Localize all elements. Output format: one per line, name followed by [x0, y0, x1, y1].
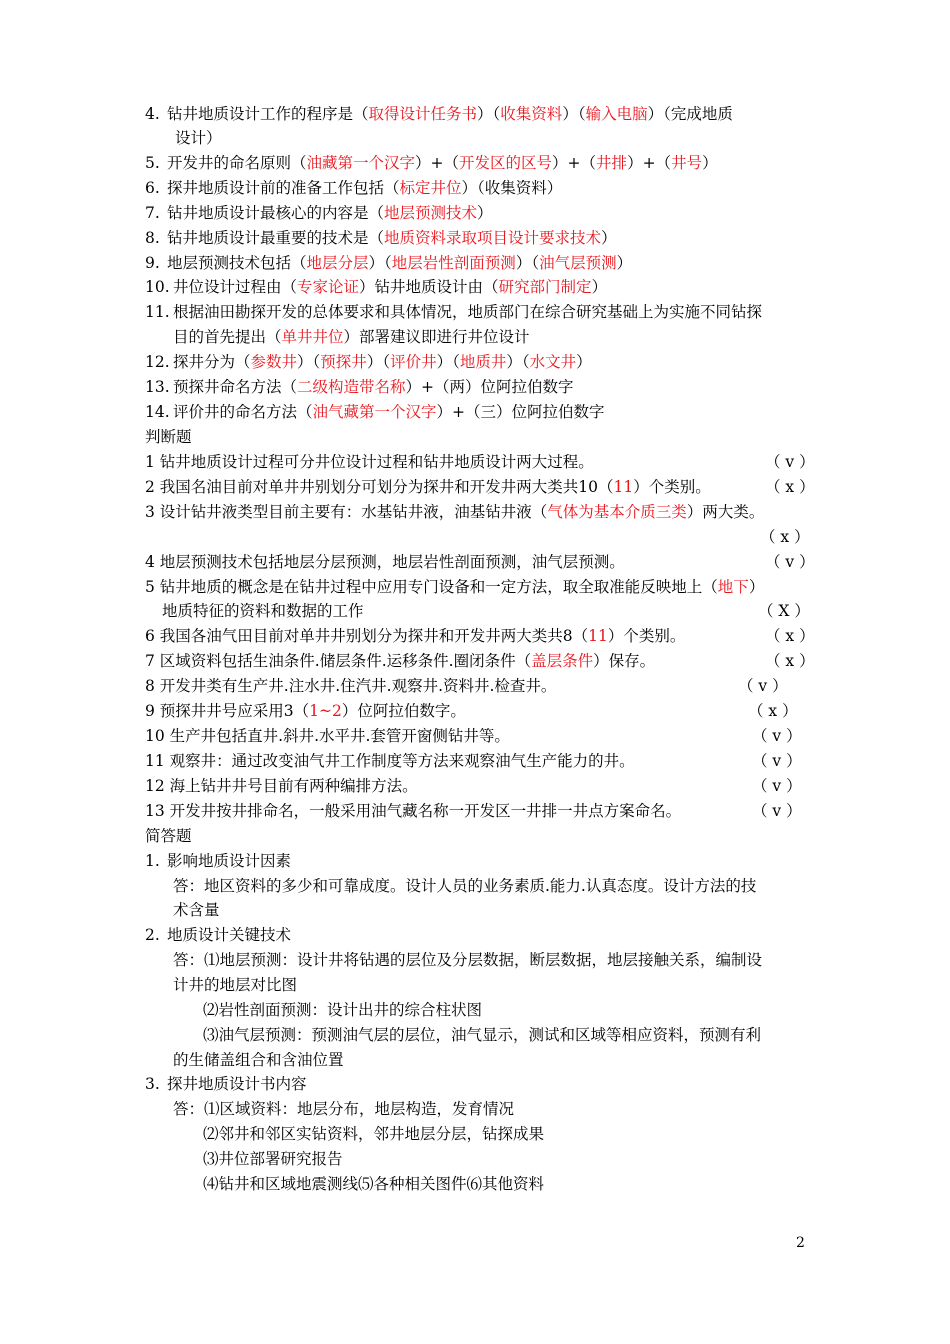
question-11-cont: 目的首先提出（单井井位）部署建议即进行井位设计 — [173, 328, 530, 346]
short-question-2: 2. 地质设计关键技术 — [145, 926, 292, 944]
judge-mark-4: （ v ） — [765, 553, 815, 571]
judge-mark-10: （ v ） — [752, 727, 802, 745]
question-6: 6. 探井地质设计前的准备工作包括（标定井位）（收集资料） — [145, 179, 563, 197]
answer: 11 — [588, 627, 608, 645]
question-4: 4. 钻井地质设计工作的程序是（取得设计任务书）（收集资料）（输入电脑）（完成地质 — [145, 105, 733, 123]
answer: 油气藏第一个汉字 — [312, 403, 437, 421]
short-answer-2-cont: 的生储盖组合和含油位置 — [173, 1051, 344, 1069]
answer: 收集资料 — [500, 105, 563, 123]
question-7: 7. 钻井地质设计最核心的内容是（地层预测技术） — [145, 204, 493, 222]
answer: 地质井 — [459, 353, 507, 371]
judge-item-5: 5 钻井地质的概念是在钻井过程中应用专门设备和一定方法，取全取准能反映地上（地下） — [145, 578, 765, 596]
question-14: 14. 评价井的命名方法（油气藏第一个汉字）+（三）位阿拉伯数字 — [145, 403, 605, 421]
judge-mark-9: （ x ） — [748, 702, 798, 720]
judge-mark-3: （ x ） — [760, 528, 810, 546]
page-number: 2 — [796, 1235, 805, 1251]
judge-item-5-cont: 地质特征的资料和数据的工作 — [162, 602, 364, 620]
judge-item-2: 2 我国名油目前对单井井别划分可划分为探井和开发井两大类共10（11）个类别。 — [145, 478, 711, 496]
question-8: 8. 钻井地质设计最重要的技术是（地质资料录取项目设计要求技术） — [145, 229, 617, 247]
answer: 井号 — [671, 154, 703, 172]
judge-mark-1: （ v ） — [765, 453, 815, 471]
judge-mark-11: （ v ） — [752, 752, 802, 770]
judge-item-3: 3 设计钻井液类型目前主要有：水基钻井液，油基钻井液（气体为基本介质三类）两大类。 — [145, 503, 765, 521]
judge-item-4: 4 地层预测技术包括地层分层预测，地层岩性剖面预测，油气层预测。 — [145, 553, 625, 571]
answer: 地下 — [717, 578, 749, 596]
answer: 预探井 — [320, 353, 367, 371]
short-question-1: 1. 影响地质设计因素 — [145, 852, 292, 870]
judge-mark-2: （ x ） — [765, 478, 815, 496]
answer: 专家论证 — [297, 278, 360, 296]
answer: 单井井位 — [281, 328, 344, 346]
short-answer-3-item: ⑵邻井和邻区实钻资料，邻井地层分层，钻探成果 — [203, 1125, 545, 1143]
answer: 取得设计任务书 — [368, 105, 478, 123]
answer: 地层岩性剖面预测 — [391, 254, 516, 272]
short-answer-2-item: ⑶油气层预测：预测油气层的层位，油气显示，测试和区域等相应资料，预测有利 — [203, 1026, 762, 1044]
answer: 11 — [613, 478, 634, 496]
question-10: 10. 井位设计过程由（专家论证）钻井地质设计由（研究部门制定） — [145, 278, 608, 296]
judge-item-1: 1 钻井地质设计过程可分井位设计过程和钻井地质设计两大过程。 — [145, 453, 594, 471]
answer: 参数井 — [250, 353, 298, 371]
short-answer-3-item: ⑶井位部署研究报告 — [203, 1150, 343, 1168]
short-answer-2-item: ⑵岩性剖面预测：设计出井的综合柱状图 — [203, 1001, 483, 1019]
answer: 水文井 — [529, 353, 577, 371]
short-answer-1: 答：地区资料的多少和可靠成度。设计人员的业务素质.能力.认真态度。设计方法的技 — [173, 877, 757, 895]
answer: 开发区的区号 — [459, 154, 553, 172]
judge-mark-6: （ x ） — [765, 627, 815, 645]
answer: 地层分层 — [306, 254, 369, 272]
judge-item-9: 9 预探井井号应采用3（1~2）位阿拉伯数字。 — [145, 702, 466, 720]
judge-item-11: 11 观察井：通过改变油气井工作制度等方法来观察油气生产能力的井。 — [145, 752, 635, 770]
section-title-short: 简答题 — [145, 827, 192, 845]
judge-item-10: 10 生产井包括直井.斜井.水平井.套管开窗侧钻井等。 — [145, 727, 510, 745]
judge-item-13: 13 开发井按井排命名，一般采用油气藏名称一开发区一井排一井点方案命名。 — [145, 802, 682, 820]
answer: 二级构造带名称 — [297, 378, 406, 396]
judge-item-8: 8 开发井类有生产井.注水井.住汽井.观察井.资料井.检查井。 — [145, 677, 557, 695]
judge-item-6: 6 我国各油气田目前对单井井别划分为探井和开发井两大类共8（11）个类别。 — [145, 627, 686, 645]
question-11: 11. 根据油田勘探开发的总体要求和具体情况，地质部门在综合研究基础上为实施不同钻探 — [145, 303, 763, 321]
answer: 地质资料录取项目设计要求技术 — [384, 229, 602, 247]
answer: 井排 — [596, 154, 628, 172]
question-13: 13. 预探井命名方法（二级构造带名称）+（两）位阿拉伯数字 — [145, 378, 574, 396]
short-answer-3-item: ⑷钻井和区域地震测线⑸各种相关图件⑹其他资料 — [203, 1175, 545, 1193]
short-answer-2: 答：⑴地层预测：设计井将钻遇的层位及分层数据，断层数据，地层接触关系，编制设 — [173, 951, 763, 969]
answer: 油气层预测 — [539, 254, 617, 272]
answer: 1~2 — [309, 702, 342, 720]
answer: 评价井 — [390, 353, 437, 371]
section-title-judge: 判断题 — [145, 428, 192, 446]
short-answer-3: 答：⑴区域资料：地层分布，地层构造，发育情况 — [173, 1100, 515, 1118]
short-answer-1-cont: 术含量 — [173, 901, 220, 919]
question-9: 9. 地层预测技术包括（地层分层）（地层岩性剖面预测）（油气层预测） — [145, 254, 633, 272]
short-answer-2-cont: 计井的地层对比图 — [173, 976, 298, 994]
question-5: 5. 开发井的命名原则（油藏第一个汉字）+（开发区的区号）+（井排）+（井号） — [145, 154, 718, 172]
judge-mark-12: （ v ） — [752, 777, 802, 795]
judge-item-7: 7 区域资料包括生油条件.储层条件.运移条件.圈闭条件（盖层条件）保存。 — [145, 652, 656, 670]
answer: 输入电脑 — [585, 105, 648, 123]
answer: 气体为基本介质三类 — [547, 503, 687, 521]
judge-mark-8: （ v ） — [738, 677, 788, 695]
judge-mark-13: （ v ） — [752, 802, 802, 820]
judge-mark-5: （ X ） — [758, 602, 810, 620]
answer: 油藏第一个汉字 — [306, 154, 416, 172]
judge-mark-7: （ x ） — [765, 652, 815, 670]
answer: 地层预测技术 — [384, 204, 478, 222]
judge-item-12: 12 海上钻井井号目前有两种编排方法。 — [145, 777, 418, 795]
question-12: 12. 探井分为（参数井）（预探井）（评价井）（地质井）（水文井） — [145, 353, 592, 371]
answer: 标定井位 — [399, 179, 462, 197]
answer: 盖层条件 — [531, 652, 594, 670]
question-4-cont: 设计） — [175, 129, 222, 147]
short-question-3: 3. 探井地质设计书内容 — [145, 1075, 307, 1093]
answer: 研究部门制定 — [498, 278, 592, 296]
